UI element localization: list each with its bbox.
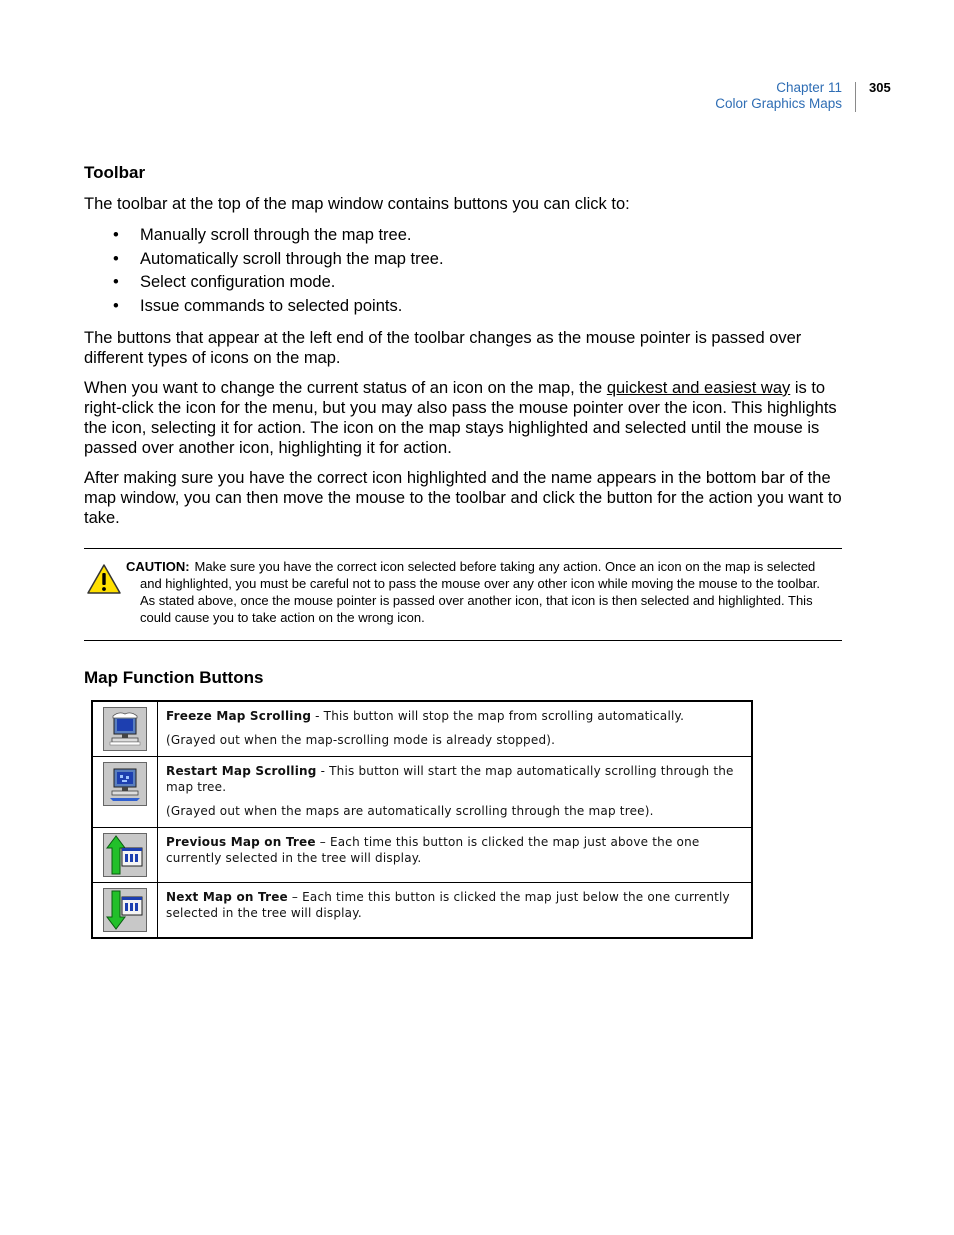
chapter-info xyxy=(715,80,842,112)
freeze-map-icon xyxy=(103,707,147,751)
list-item: • Select configuration mode. xyxy=(113,273,336,291)
toolbar-bullet-list xyxy=(84,224,842,318)
table-row: Next Map on Tree – Each time this button is clicked the map just below the one currently selected in the tree will display. xyxy=(92,883,752,939)
map-function-table xyxy=(91,700,753,939)
toolbar-intro: The toolbar at the top of the map window contains buttons you can click to: xyxy=(84,195,630,213)
table-row: Restart Map Scrolling - This button will start the map automatically scrolling through the map tree. (Grayed out when the maps are automatically scrolling through the map tree). xyxy=(92,757,752,828)
chapter-number: Chapter 11 xyxy=(776,80,842,95)
restart-map-scrolling-label: Restart Map Scrolling xyxy=(166,764,317,778)
freeze-map-scrolling-label: Freeze Map Scrolling xyxy=(166,709,312,723)
caution-box xyxy=(84,548,842,641)
quickest-way-link[interactable]: quickest and easiest way xyxy=(606,379,791,397)
restart-map-icon xyxy=(103,762,147,806)
page-number: 305 xyxy=(869,80,891,95)
toolbar-paragraph-2: When you want to change the current status of an icon on the map, the quickest and easiest way is to right-click the icon for the menu, but you may also pass the mouse pointer over the icon. This highlights the icon, selecting it for action. The icon on the map stays highlighted and selected until the mouse is passed over another icon, highlighting it for action. xyxy=(84,379,837,457)
arrow-up-icon xyxy=(103,833,147,877)
caution-text: Make sure you have the correct icon selected before taking any action. Once an icon on the map is selected and highlighted, you must be careful not to pass the mouse over any other icon while moving the mouse to the toolbar. As stated above, once the mouse pointer is passed over another icon, that icon is then selected and highlighted. This could cause you to take action on the wrong icon. xyxy=(140,559,821,625)
next-map-on-tree-label: Next Map on Tree xyxy=(166,890,288,904)
toolbar-paragraph-3: After making sure you have the correct icon highlighted and the name appears in the bottom bar of the map window, you can then move the mouse to the toolbar and click the button for the action you want to take. xyxy=(84,469,842,527)
header-divider xyxy=(855,82,856,112)
toolbar-paragraph-1: The buttons that appear at the left end of the toolbar changes as the mouse pointer is passed over different types of icons on the map. xyxy=(84,329,802,367)
table-row: Previous Map on Tree – Each time this button is clicked the map just above the one currently selected in the tree will display. xyxy=(92,828,752,883)
chapter-title: Color Graphics Maps xyxy=(715,96,842,111)
caution-label: CAUTION: xyxy=(126,559,190,574)
warning-icon xyxy=(86,563,122,595)
map-function-buttons-heading: Map Function Buttons xyxy=(84,668,264,687)
list-item: • Automatically scroll through the map tree. xyxy=(113,249,444,268)
list-item: • Issue commands to selected points. xyxy=(113,296,403,315)
main-content xyxy=(84,162,842,699)
toolbar-heading: Toolbar xyxy=(84,163,146,182)
table-row: Freeze Map Scrolling - This button will stop the map from scrolling automatically. (Grayed out when the map-scrolling mode is already stopped). xyxy=(92,701,752,757)
list-item: • Manually scroll through the map tree. xyxy=(113,226,412,244)
previous-map-on-tree-label: Previous Map on Tree xyxy=(166,835,316,849)
page-header xyxy=(0,80,954,120)
arrow-down-icon xyxy=(103,888,147,932)
